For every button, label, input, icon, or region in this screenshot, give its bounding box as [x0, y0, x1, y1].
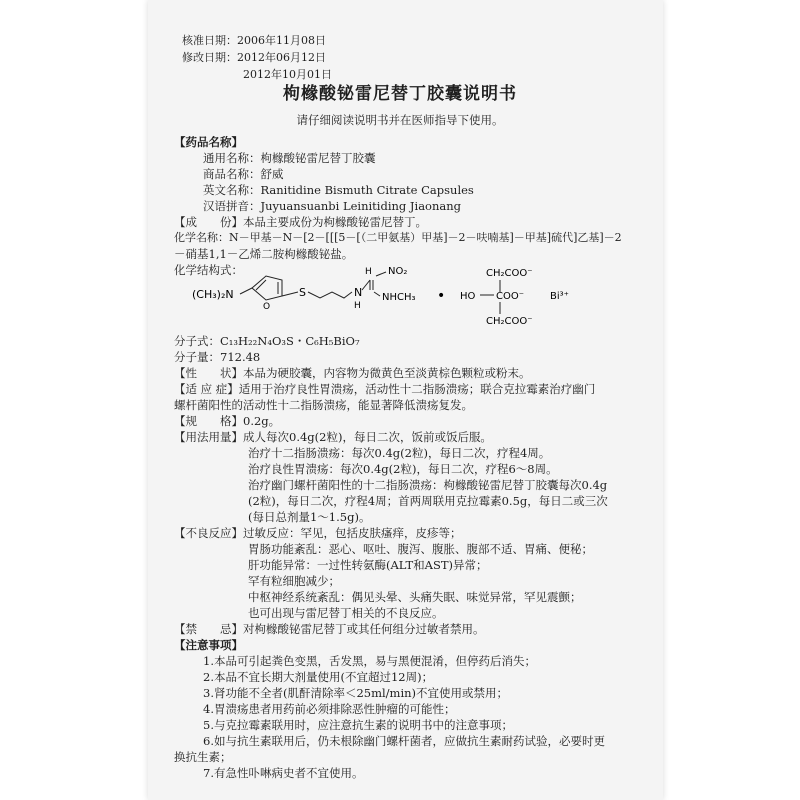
precautions-heading: 【注意事项】	[174, 638, 243, 652]
document-title: 枸橼酸铋雷尼替丁胶囊说明书	[283, 84, 517, 104]
english-name: 英文名称：Ranitidine Bismuth Citrate Capsules	[203, 183, 474, 197]
structure-label: 化学结构式：	[174, 263, 243, 277]
adverse-line6: 也可出现与雷尼替丁相关的不良反应。	[248, 606, 444, 620]
citrate-bottom-group: CH₂COO⁻	[486, 316, 533, 327]
generic-name: 通用名称：枸橼酸铋雷尼替丁胶囊	[203, 151, 376, 165]
precaution-item: 5.与克拉霉素联用时，应注意抗生素的说明书中的注意事项；	[203, 718, 513, 732]
adverse-line2: 胃肠功能紊乱：恶心、呕吐、腹泻、腹胀、腹部不适、胃痛、便秘；	[248, 542, 593, 556]
amine-n: N	[354, 286, 363, 299]
sulfur-atom: S	[299, 286, 306, 299]
composition: 【成 份】本品主要成份为枸橼酸铋雷尼替丁。	[174, 215, 427, 229]
revise-date-2: 2012年10月01日	[243, 68, 332, 81]
precaution-item: 2.本品不宜长期大剂量使用(不宜超过12周)；	[203, 670, 434, 684]
chemical-name-line1: 化学名称：N－甲基－N－[2－[[[5－[（二甲氨基）甲基]－2－呋喃基]－甲基]硫代]乙基]－2	[174, 231, 622, 244]
document-subtitle: 请仔细阅读说明书并在医师指导下使用。	[296, 113, 504, 127]
salt-dot: •	[437, 288, 446, 304]
usage-line4: 治疗幽门螺杆菌阳性的十二指肠溃疡：枸橼酸铋雷尼替丁胶囊每次0.4g	[248, 478, 608, 492]
dimethylamino-group: (CH₃)₂N	[192, 288, 234, 301]
precaution-item: 1.本品可引起粪色变黑，舌发黑，易与黑便混淆，但停药后消失；	[203, 654, 536, 668]
specification: 【规 格】0.2g。	[174, 414, 281, 428]
revise-date-1: 修改日期：2012年06月12日	[182, 51, 326, 64]
properties: 【性 状】本品为硬胶囊，内容物为微黄色至淡黄棕色颗粒或粉末。	[174, 366, 531, 380]
adverse-line1: 【不良反应】过敏反应：罕见，包括皮肤瘙痒，皮疹等；	[174, 526, 462, 540]
indications-line1: 【适 应 症】适用于治疗良性胃溃疡，活动性十二指肠溃疡；联合克拉霉素治疗幽门	[174, 382, 596, 396]
precaution-item: 4.胃溃疡患者用药前必须排除恶性肿瘤的可能性；	[203, 702, 456, 716]
vinyl-h: H	[365, 267, 372, 277]
drug-name-heading: 【药品名称】	[174, 135, 243, 149]
indications-line2: 螺杆菌阳性的活动性十二指肠溃疡，能显著降低溃疡复发。	[174, 398, 473, 412]
chemical-structure	[190, 262, 610, 332]
citrate-mid-group: COO⁻	[496, 291, 525, 302]
usage-line5: (2粒)，每日二次，疗程4周；首两周联用克拉霉素0.5g，每日二或三次	[248, 494, 608, 508]
nitro-group: NO₂	[388, 266, 408, 277]
hydroxyl-group: HO	[460, 291, 476, 302]
trade-name: 商品名称：舒威	[203, 167, 284, 181]
molecular-weight: 分子量：712.48	[174, 350, 261, 364]
usage-line3: 治疗良性胃溃疡：每次0.4g(2粒)，每日二次，疗程6～8周。	[248, 462, 558, 476]
amine-h: H	[354, 301, 361, 311]
chemical-name-line2: －硝基1,1－乙烯二胺枸橼酸铋盐。	[174, 247, 354, 261]
methylamino-group: NHCH₃	[382, 292, 416, 303]
molecular-formula: 分子式：C₁₃H₂₂N₄O₃S・C₆H₅BiO₇	[174, 334, 360, 348]
usage-line1: 【用法用量】成人每次0.4g(2粒)，每日二次，饭前或饭后服。	[174, 430, 492, 444]
contraindications: 【禁 忌】对枸橼酸铋雷尼替丁或其任何组分过敏者禁用。	[174, 622, 485, 636]
pinyin-name: 汉语拼音：Juyuansuanbi Leinitiding Jiaonang	[203, 199, 462, 213]
usage-line2: 治疗十二指肠溃疡：每次0.4g(2粒)，每日二次，疗程4周。	[248, 446, 551, 460]
precaution-item: 6.如与抗生素联用后，仍未根除幽门螺杆菌者，应做抗生素耐药试验，必要时更	[203, 734, 605, 748]
bismuth-ion: Bi³⁺	[550, 291, 569, 302]
approve-date: 核准日期：2006年11月08日	[182, 34, 326, 47]
adverse-line5: 中枢神经系统紊乱：偶见头晕、头痛失眠、味觉异常，罕见震颤；	[248, 590, 582, 604]
adverse-line4: 罕有粒细胞减少；	[248, 574, 340, 588]
precaution-item: 7.有急性卟啉病史者不宜使用。	[203, 766, 364, 780]
svg-text:O: O	[263, 302, 271, 312]
precaution-item-continued: 换抗生素；	[174, 750, 232, 764]
usage-line6: (每日总剂量1～1.5g)。	[248, 510, 371, 524]
adverse-line3: 肝功能异常：一过性转氨酶(ALT和AST)异常；	[248, 558, 488, 572]
citrate-top-group: CH₂COO⁻	[486, 268, 533, 279]
precaution-item: 3.肾功能不全者(肌酐清除率＜25ml/min)不宜使用或禁用；	[203, 686, 509, 700]
